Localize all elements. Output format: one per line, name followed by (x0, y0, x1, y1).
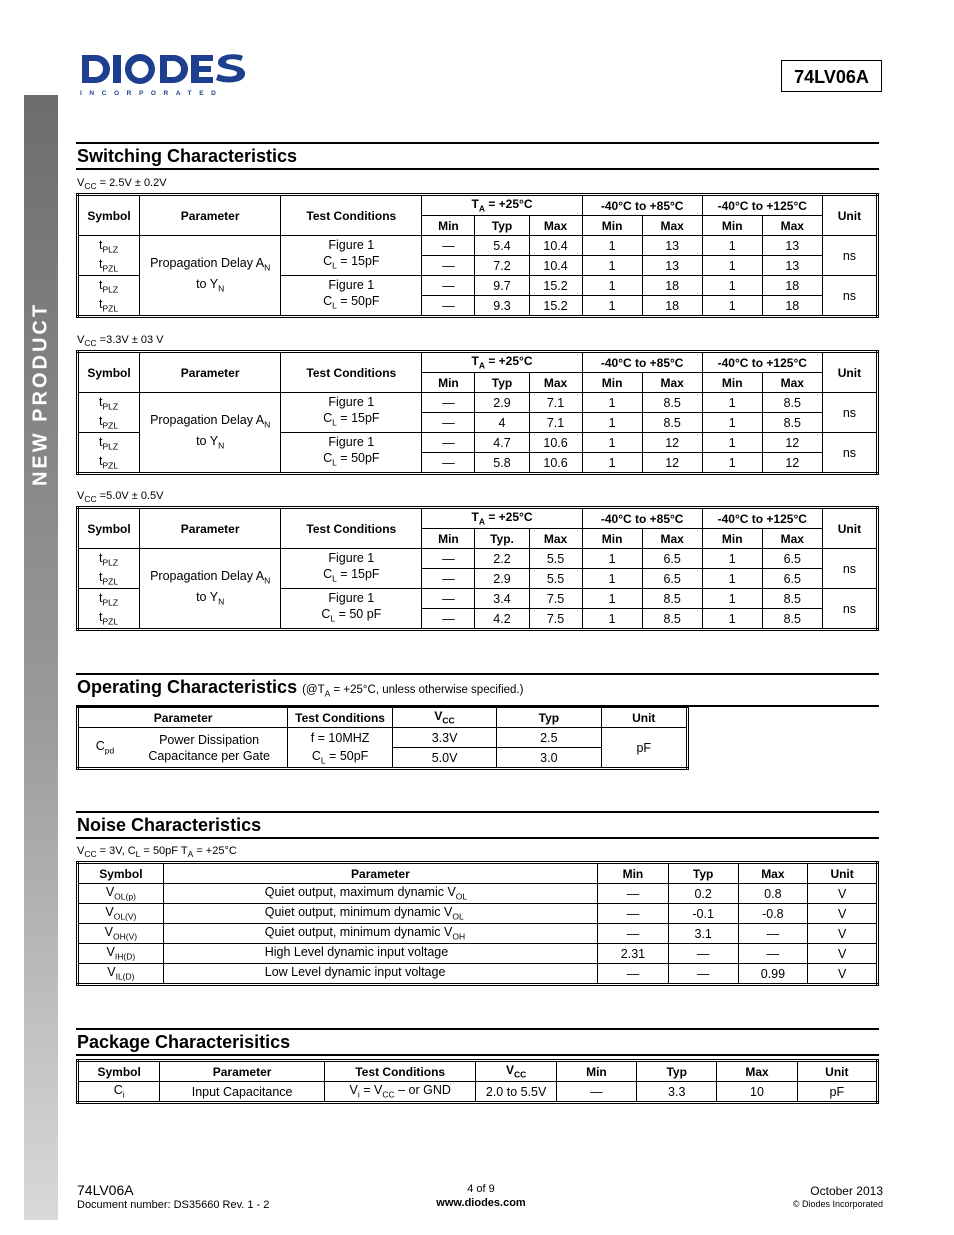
header-typ: Typ. (475, 529, 529, 549)
value-max85: 8.5 (642, 589, 702, 609)
header-max: Max (762, 216, 822, 236)
value-min25: — (422, 433, 475, 453)
noise-symbol: $V_{OL(V)}$ (78, 904, 164, 924)
value-max85: 18 (642, 276, 702, 296)
value-min85: 1 (582, 256, 642, 276)
value-typ25: 5.4 (475, 236, 529, 256)
header-parameter: Parameter (140, 195, 281, 236)
op-typ-2: 3.0 (497, 748, 601, 769)
header-max: Max (529, 529, 582, 549)
symbol-cell: $t_{PZL}$ (78, 569, 140, 589)
value-max125: 8.5 (762, 413, 822, 433)
value-min125: 1 (702, 549, 762, 569)
value-min125: 1 (702, 609, 762, 630)
value-max25: 5.5 (529, 569, 582, 589)
header-typ: Typ (475, 373, 529, 393)
pkg-conditions: $V_i = V_{CC}$ – or GND (324, 1082, 476, 1103)
header-min: Min (582, 216, 642, 236)
unit-cell: ns (822, 549, 877, 589)
value-max25: 7.1 (529, 393, 582, 413)
pkg-symbol: $C_i$ (78, 1082, 160, 1103)
value-min25: — (422, 453, 475, 474)
value-max85: 8.5 (642, 393, 702, 413)
noise-typ: 0.2 (668, 884, 738, 904)
value-min25: — (422, 256, 475, 276)
header-range-85: -40°C to +85°C (582, 352, 702, 373)
noise-parameter: Quiet output, minimum dynamic $V_{OH}$ (163, 924, 597, 944)
op-cond-cl: $C_L = 50pF$ (288, 748, 393, 769)
noise-unit: V (808, 884, 878, 904)
value-max25: 10.4 (529, 256, 582, 276)
switching-table-3 (76, 506, 879, 631)
op-header-typ: Typ (497, 707, 601, 728)
value-min85: 1 (582, 413, 642, 433)
noise-min: — (598, 904, 669, 924)
symbol-cell: $t_{PZL}$ (78, 609, 140, 630)
op-header-unit: Unit (601, 707, 688, 728)
value-typ25: 4.2 (475, 609, 529, 630)
value-min85: 1 (582, 589, 642, 609)
header-max: Max (762, 373, 822, 393)
value-min125: 1 (702, 589, 762, 609)
value-max25: 7.5 (529, 589, 582, 609)
noise-max: — (738, 924, 808, 944)
symbol-cell: $t_{PLZ}$ (78, 433, 140, 453)
pkg-header-parameter: Parameter (160, 1061, 325, 1082)
noise-unit: V (808, 964, 878, 985)
header-min: Min (422, 373, 475, 393)
pkg-typ: 3.3 (637, 1082, 717, 1103)
header-ta-25: $T_A = +25^\circ C$ (422, 352, 582, 373)
sidebar-band (24, 95, 58, 1220)
noise-parameter: Quiet output, maximum dynamic $V_{OL}$ (163, 884, 597, 904)
header-min: Min (702, 373, 762, 393)
value-typ25: 2.2 (475, 549, 529, 569)
value-max85: 18 (642, 296, 702, 317)
value-max25: 10.6 (529, 453, 582, 474)
header-min: Min (702, 216, 762, 236)
header-min: Min (582, 373, 642, 393)
pkg-header-max: Max (717, 1061, 797, 1082)
header-unit: Unit (822, 508, 877, 549)
noise-header-unit: Unit (808, 863, 878, 884)
value-max125: 18 (762, 296, 822, 317)
switching-title: Switching Characteristics (77, 146, 298, 166)
header-min: Min (702, 529, 762, 549)
symbol-cell: $t_{PZL}$ (78, 453, 140, 474)
footer-copyright: © Diodes Incorporated (792, 1199, 883, 1209)
operating-table (76, 705, 689, 770)
value-max25: 10.4 (529, 236, 582, 256)
unit-cell: ns (822, 276, 877, 317)
noise-min: — (598, 924, 669, 944)
package-table (76, 1059, 879, 1104)
header-unit: Unit (822, 352, 877, 393)
value-max85: 12 (642, 433, 702, 453)
noise-symbol: $V_{OH(V)}$ (78, 924, 164, 944)
symbol-cell: $t_{PLZ}$ (78, 393, 140, 413)
operating-subtitle: ($@T_A = +25^\circ C$, unless otherwise specified.) (302, 684, 524, 699)
value-min125: 1 (702, 276, 762, 296)
noise-max: 0.8 (738, 884, 808, 904)
value-max85: 12 (642, 453, 702, 474)
header-test-conditions: Test Conditions (281, 508, 422, 549)
test-condition-cell: Figure 1 $C_L = 50pF$ (281, 276, 422, 317)
noise-row (78, 904, 878, 924)
footer-url[interactable]: www.diodes.com (436, 1197, 526, 1209)
value-min85: 1 (582, 393, 642, 413)
operating-title-line (76, 675, 879, 705)
header-max: Max (762, 529, 822, 549)
op-parameter-text: Power Dissipation Capacitance per Gate (148, 732, 270, 763)
noise-max: 0.99 (738, 964, 808, 985)
noise-unit: V (808, 924, 878, 944)
header-symbol: Symbol (78, 508, 140, 549)
value-typ25: 7.2 (475, 256, 529, 276)
footer-page: 4 of 9 (467, 1183, 495, 1195)
diodes-logo (80, 52, 252, 98)
part-number-box: 74LV06A (781, 60, 882, 92)
test-condition-cell: Figure 1 $C_L = 15pF$ (281, 549, 422, 589)
value-max25: 10.6 (529, 433, 582, 453)
value-max25: 7.5 (529, 609, 582, 630)
op-vcc-1: 3.3V (392, 728, 496, 748)
value-min125: 1 (702, 569, 762, 589)
value-max125: 13 (762, 256, 822, 276)
symbol-cell: $t_{PLZ}$ (78, 549, 140, 569)
package-section-header (76, 1028, 879, 1056)
header-symbol: Symbol (78, 195, 140, 236)
noise-max: -0.8 (738, 904, 808, 924)
parameter-cell: Propagation Delay $A_N$ to $Y_N$ (140, 393, 281, 474)
header-max: Max (642, 216, 702, 236)
value-min25: — (422, 276, 475, 296)
noise-max: — (738, 944, 808, 964)
value-min125: 1 (702, 296, 762, 317)
operating-title: Operating Characteristics (77, 677, 298, 697)
value-min25: — (422, 413, 475, 433)
pkg-header-unit: Unit (797, 1061, 877, 1082)
value-max125: 6.5 (762, 549, 822, 569)
noise-header-min: Min (598, 863, 669, 884)
operating-section-header (76, 673, 879, 707)
noise-min: — (598, 884, 669, 904)
value-min85: 1 (582, 549, 642, 569)
value-typ25: 4 (475, 413, 529, 433)
op-header-vcc: $V_{CC}$ (392, 707, 496, 728)
noise-row (78, 924, 878, 944)
value-min25: — (422, 296, 475, 317)
value-typ25: 5.8 (475, 453, 529, 474)
noise-table (76, 861, 879, 986)
op-header-parameter: Parameter (78, 707, 288, 728)
value-min125: 1 (702, 256, 762, 276)
noise-unit: V (808, 904, 878, 924)
value-max25: 15.2 (529, 276, 582, 296)
header-ta-25: $T_A = +25^\circ C$ (422, 195, 582, 216)
noise-typ: 3.1 (668, 924, 738, 944)
footer-date: October 2013 (810, 1184, 883, 1198)
noise-min: 2.31 (598, 944, 669, 964)
noise-unit: V (808, 944, 878, 964)
test-condition-cell: Figure 1 $C_L = 15pF$ (281, 236, 422, 276)
pkg-header-test-conditions: Test Conditions (324, 1061, 476, 1082)
op-vcc-2: 5.0V (392, 748, 496, 769)
value-min85: 1 (582, 296, 642, 317)
value-min85: 1 (582, 433, 642, 453)
header-min: Min (582, 529, 642, 549)
value-max85: 13 (642, 256, 702, 276)
header-max: Max (529, 216, 582, 236)
unit-cell: ns (822, 236, 877, 276)
noise-header-parameter: Parameter (163, 863, 597, 884)
value-max125: 8.5 (762, 589, 822, 609)
value-max125: 6.5 (762, 569, 822, 589)
value-max85: 8.5 (642, 413, 702, 433)
op-symbol: $C_{pd}$ (95, 739, 115, 756)
header-ta-25: $T_A = +25^\circ C$ (422, 508, 582, 529)
value-max125: 13 (762, 236, 822, 256)
noise-header-symbol: Symbol (78, 863, 164, 884)
value-max25: 7.1 (529, 413, 582, 433)
header-range-85: -40°C to +85°C (582, 195, 702, 216)
noise-typ: — (668, 964, 738, 985)
switching-table-2 (76, 350, 879, 475)
header-typ: Typ (475, 216, 529, 236)
noise-row (78, 944, 878, 964)
value-min25: — (422, 393, 475, 413)
noise-symbol: $V_{IH(D)}$ (78, 944, 164, 964)
header-parameter: Parameter (140, 352, 281, 393)
value-max85: 13 (642, 236, 702, 256)
value-min85: 1 (582, 609, 642, 630)
value-min85: 1 (582, 569, 642, 589)
noise-parameter: Quiet output, minimum dynamic $V_{OL}$ (163, 904, 597, 924)
op-parameter-cell (78, 728, 288, 769)
header-test-conditions: Test Conditions (281, 352, 422, 393)
pkg-header-typ: Typ (637, 1061, 717, 1082)
switching-condition-2: $V_{CC} =3.3V \pm 03$ V (77, 334, 164, 349)
switching-section-header (76, 142, 879, 170)
value-typ25: 9.3 (475, 296, 529, 317)
test-condition-cell: Figure 1 $C_L = 15pF$ (281, 393, 422, 433)
header-min: Min (422, 216, 475, 236)
header-range-125: -40°C to +125°C (702, 195, 822, 216)
header-max: Max (642, 529, 702, 549)
test-condition-cell: Figure 1 $C_L = 50$ pF (281, 589, 422, 630)
header-parameter: Parameter (140, 508, 281, 549)
pkg-unit: pF (797, 1082, 877, 1103)
pkg-header-vcc: $V_{CC}$ (476, 1061, 556, 1082)
noise-typ: — (668, 944, 738, 964)
noise-row (78, 964, 878, 985)
value-min25: — (422, 569, 475, 589)
value-max25: 15.2 (529, 296, 582, 317)
header-test-conditions: Test Conditions (281, 195, 422, 236)
value-min25: — (422, 549, 475, 569)
noise-parameter: High Level dynamic input voltage (163, 944, 597, 964)
sidebar-label: NEW PRODUCT (29, 301, 52, 487)
noise-row (78, 884, 878, 904)
value-max25: 5.5 (529, 549, 582, 569)
noise-parameter: Low Level dynamic input voltage (163, 964, 597, 985)
unit-cell: ns (822, 393, 877, 433)
unit-cell: ns (822, 433, 877, 474)
header-unit: Unit (822, 195, 877, 236)
value-min85: 1 (582, 276, 642, 296)
unit-cell: ns (822, 589, 877, 630)
noise-title: Noise Characteristics (77, 815, 262, 835)
value-min85: 1 (582, 453, 642, 474)
value-max125: 8.5 (762, 393, 822, 413)
value-min25: — (422, 236, 475, 256)
value-min85: 1 (582, 236, 642, 256)
value-min25: — (422, 589, 475, 609)
header-max: Max (529, 373, 582, 393)
pkg-max: 10 (717, 1082, 797, 1103)
header-range-85: -40°C to +85°C (582, 508, 702, 529)
noise-min: — (598, 964, 669, 985)
symbol-cell: $t_{PZL}$ (78, 256, 140, 276)
value-max125: 12 (762, 453, 822, 474)
noise-symbol: $V_{IL(D)}$ (78, 964, 164, 985)
package-title: Package Characterisitics (77, 1032, 291, 1052)
symbol-cell: $t_{PZL}$ (78, 296, 140, 317)
symbol-cell: $t_{PLZ}$ (78, 276, 140, 296)
header-range-125: -40°C to +125°C (702, 508, 822, 529)
op-typ-1: 2.5 (497, 728, 601, 748)
switching-condition-1: $V_{CC} = 2.5V \pm 0.2V$ (77, 177, 167, 192)
value-typ25: 2.9 (475, 393, 529, 413)
logo-subtext: INCORPORATED (80, 90, 224, 97)
value-min125: 1 (702, 453, 762, 474)
value-max85: 6.5 (642, 569, 702, 589)
value-typ25: 2.9 (475, 569, 529, 589)
header-range-125: -40°C to +125°C (702, 352, 822, 373)
noise-typ: -0.1 (668, 904, 738, 924)
noise-header-max: Max (738, 863, 808, 884)
noise-symbol: $V_{OL(p)}$ (78, 884, 164, 904)
switching-table-1 (76, 193, 879, 318)
parameter-cell: Propagation Delay $A_N$ to $Y_N$ (140, 236, 281, 317)
noise-condition: $V_{CC} = 3V$, $C_L = 50pF$ $T_A = +25^\circ C$ (77, 845, 237, 860)
symbol-cell: $t_{PLZ}$ (78, 236, 140, 256)
op-unit: pF (601, 728, 688, 769)
noise-header-typ: Typ (668, 863, 738, 884)
value-max125: 8.5 (762, 609, 822, 630)
value-typ25: 3.4 (475, 589, 529, 609)
op-header-test-conditions: Test Conditions (288, 707, 393, 728)
header-symbol: Symbol (78, 352, 140, 393)
header-max: Max (642, 373, 702, 393)
value-min125: 1 (702, 433, 762, 453)
footer-doc-number: Document number: DS35660 Rev. 1 - 2 (77, 1199, 270, 1211)
value-min25: — (422, 609, 475, 630)
parameter-cell: Propagation Delay $A_N$ to $Y_N$ (140, 549, 281, 630)
value-min125: 1 (702, 413, 762, 433)
symbol-cell: $t_{PLZ}$ (78, 589, 140, 609)
value-typ25: 9.7 (475, 276, 529, 296)
value-max85: 6.5 (642, 549, 702, 569)
pkg-parameter: Input Capacitance (160, 1082, 325, 1103)
value-min125: 1 (702, 236, 762, 256)
switching-condition-3: $V_{CC} =5.0V \pm 0.5V$ (77, 490, 164, 505)
pkg-header-symbol: Symbol (78, 1061, 160, 1082)
op-cond-freq: f = 10MHZ (288, 728, 393, 748)
header-min: Min (422, 529, 475, 549)
value-max125: 12 (762, 433, 822, 453)
value-max125: 18 (762, 276, 822, 296)
pkg-vcc: 2.0 to 5.5V (476, 1082, 556, 1103)
pkg-min: — (556, 1082, 636, 1103)
noise-section-header (76, 811, 879, 839)
test-condition-cell: Figure 1 $C_L = 50pF$ (281, 433, 422, 474)
value-min125: 1 (702, 393, 762, 413)
value-max85: 8.5 (642, 609, 702, 630)
value-typ25: 4.7 (475, 433, 529, 453)
pkg-header-min: Min (556, 1061, 636, 1082)
symbol-cell: $t_{PZL}$ (78, 413, 140, 433)
footer-part: 74LV06A (77, 1182, 134, 1198)
